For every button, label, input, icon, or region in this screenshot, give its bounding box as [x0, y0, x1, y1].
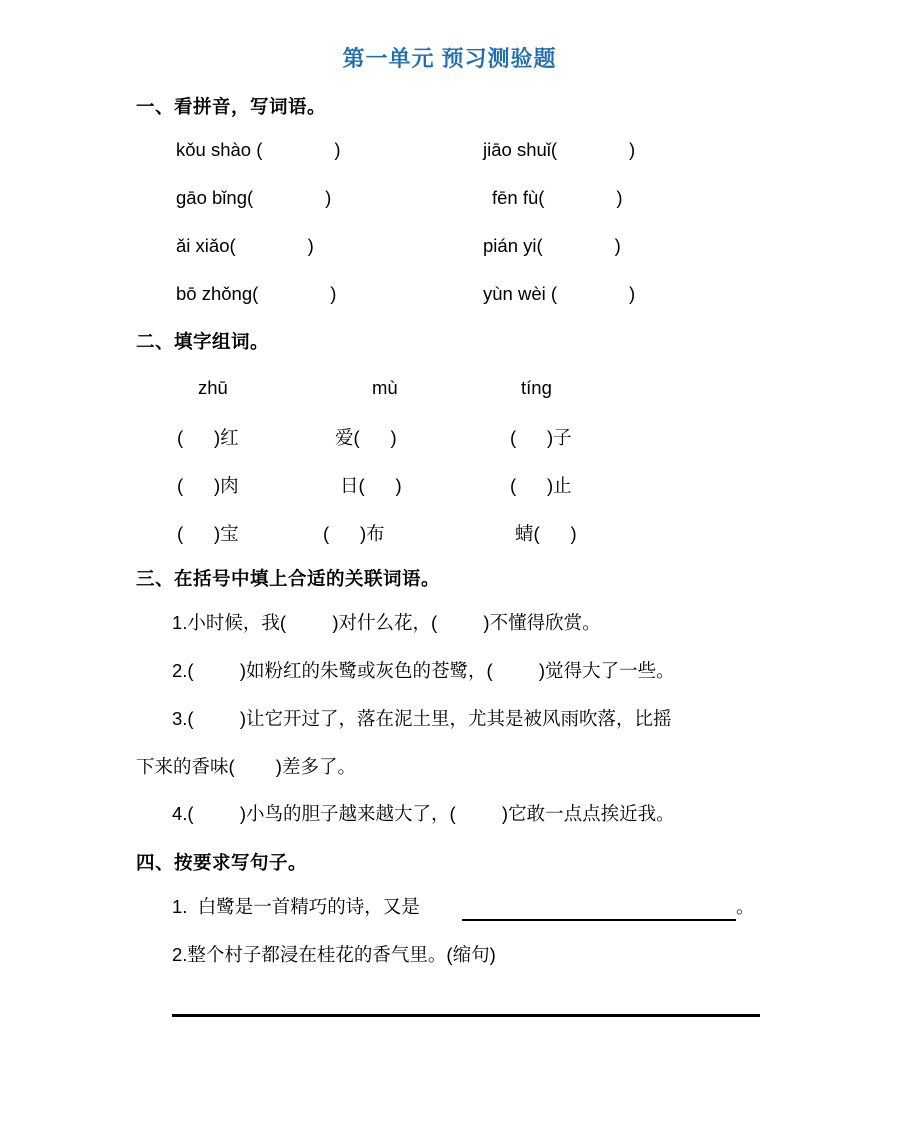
fill-pinyin-header-1: zhū — [198, 377, 228, 398]
page-title: 第一单元 预习测验题 — [342, 46, 557, 71]
pinyin-row-3-left: ǎi xiǎo( ) — [176, 235, 314, 256]
pinyin-row-2-left: gāo bǐng( ) — [176, 187, 332, 208]
connective-item-3-wrap: 下来的香味( )差多了。 — [136, 756, 356, 777]
fill-row-3-col-1: ( )宝 — [177, 523, 239, 544]
sentence-item-1-answer-blank[interactable] — [462, 919, 736, 921]
pinyin-row-1-right: jiāo shuǐ( ) — [483, 139, 636, 160]
section-heading-1: 一、看拼音，写词语。 — [136, 96, 327, 117]
fill-row-2-col-3: ( )止 — [510, 475, 572, 496]
fill-row-1-col-1: ( )红 — [177, 427, 239, 448]
pinyin-row-3-right: pián yi( ) — [483, 235, 621, 256]
pinyin-row-4-right: yùn wèi ( ) — [483, 283, 636, 304]
fill-row-1-col-2: 爱( ) — [335, 427, 397, 448]
bottom-divider — [172, 1014, 760, 1017]
section-heading-4: 四、按要求写句子。 — [136, 852, 308, 873]
pinyin-row-2-right: fēn fù( ) — [492, 187, 623, 208]
sentence-item-1-suffix: 。 — [736, 896, 755, 917]
fill-row-3-col-3: 蜻( ) — [515, 523, 577, 544]
connective-item-3: 3.( )让它开过了，落在泥土里，尤其是被风雨吹落，比摇 — [172, 708, 672, 729]
fill-pinyin-header-2: mù — [372, 377, 398, 398]
section-heading-3: 三、在括号中填上合适的关联词语。 — [136, 568, 441, 589]
fill-row-3-col-2: ( )布 — [323, 523, 385, 544]
fill-pinyin-header-3: tíng — [521, 377, 552, 398]
connective-item-4: 4.( )小鸟的胆子越来越大了，( )它敢一点点挨近我。 — [172, 803, 675, 824]
sentence-item-2: 2.整个村子都浸在桂花的香气里。(缩句) — [172, 944, 496, 965]
pinyin-row-4-left: bō zhǒng( ) — [176, 283, 337, 304]
sentence-item-1-prefix: 1. 白鹭是一首精巧的诗，又是 — [172, 896, 420, 917]
pinyin-row-1-left: kǒu shào ( ) — [176, 139, 341, 160]
fill-row-1-col-3: ( )子 — [510, 427, 572, 448]
fill-row-2-col-1: ( )肉 — [177, 475, 239, 496]
fill-row-2-col-2: 日( ) — [340, 475, 402, 496]
connective-item-2: 2.( )如粉红的朱鹭或灰色的苍鹭，( )觉得大了一些。 — [172, 660, 675, 681]
section-heading-2: 二、填字组词。 — [136, 331, 270, 352]
connective-item-1: 1.小时候，我( )对什么花，( )不懂得欣赏。 — [172, 612, 601, 633]
